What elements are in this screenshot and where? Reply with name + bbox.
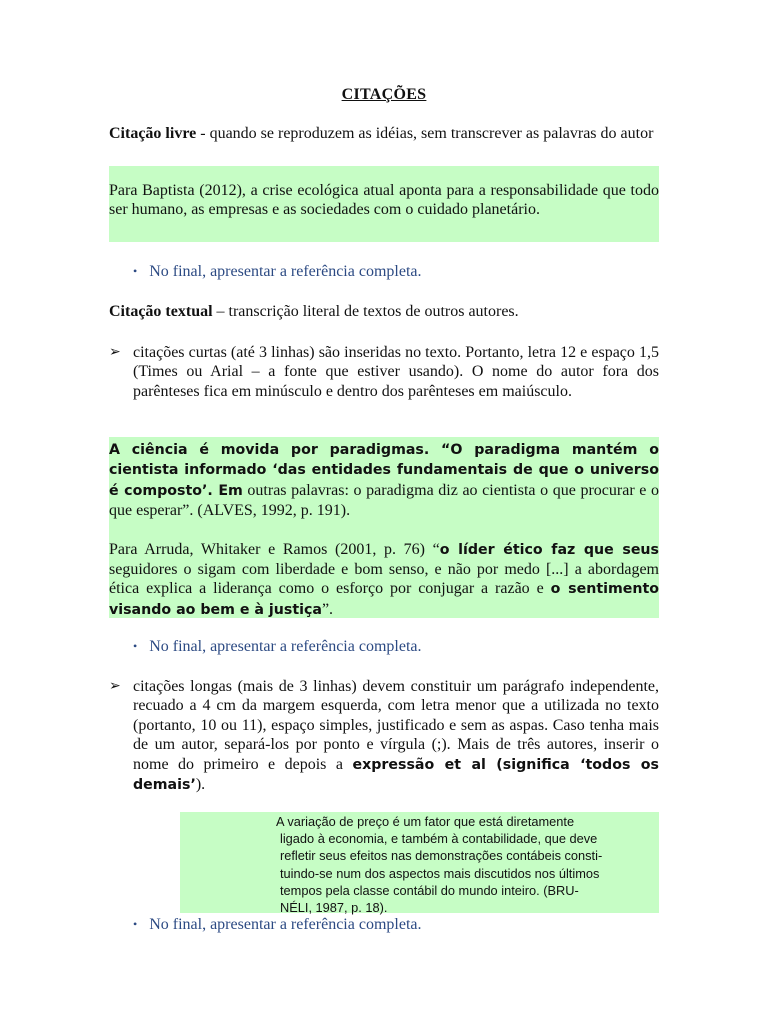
citacao-longa-example [180,812,659,916]
citacao-curta-example-2 [109,540,659,621]
arrow-bullet-icon: ➢ [109,345,121,360]
example-1-quote: A ciência é movida por paradigmas. “O paradigma mantém o cientista informado ‘das entidades fundamentais de que o universo é composto’. Em [109,442,659,499]
example-line: tuindo-se num dos aspectos mais discutidos nos últimos [280,865,600,881]
note-text: No final, apresentar a referência completa. [149,916,422,933]
note-item [133,262,422,281]
example-line: refletir seus efeitos nas demonstrações contábeis consti- [280,848,603,864]
longas-text-bold: expressão et al (significa ‘todos os demais’ [133,756,659,794]
note-text: No final, apresentar a referência completa. [149,263,422,280]
citacao-textual-text: – transcrição literal de textos de outros autores. [212,303,519,320]
citacao-livre-definition [109,124,659,143]
citacao-textual-term: Citação textual [109,303,213,320]
citacoes-longas-text [133,677,659,795]
citacoes-curtas-item [109,343,659,401]
example-1-rest: outras palavras: o paradigma diz ao cientista o que procurar e o que esperar”. (ALVES, 1992, p. 191). [109,481,659,520]
citacao-livre-text: - quando se reproduzem as idéias, sem transcrever as palavras do autor [196,125,654,142]
bullet-icon: • [133,639,138,653]
example-line: tempos pela classe contábil do mundo inteiro. (BRU- [280,882,579,898]
example-2-quote-2: o sentimento visando ao bem e à justiça [109,581,660,618]
example-2-end: ”. [321,600,334,618]
citacao-livre-example: Para Baptista (2012), a crise ecológica atual aponta para a responsabilidade que todo ser humano, as empresas e as sociedades com o cuidado planetário. [109,166,659,242]
longas-text-end: ). [195,776,206,794]
citacao-livre-term: Citação livre [109,125,197,142]
bullet-icon: • [133,917,138,931]
example-line: ligado à economia, e também à contabilidade, que deve [280,831,598,847]
citacoes-longas-item [109,677,659,795]
example-line: NÉLI, 1987, p. 18). [280,900,388,916]
example-2-intro: Para Arruda, Whitaker e Ramos (2001, p. 76) “ [109,540,440,558]
page-title: CITAÇÕES [341,86,427,103]
example-2-mid: seguidores o sigam com liberdade e bom senso, e não por medo [...] a abordagem ética explica a liderança como o esforço por conjugar a razão e [109,561,659,598]
citacoes-curtas-examples [109,437,659,618]
note-text: No final, apresentar a referência completa. [149,638,422,655]
citacoes-curtas-text: citações curtas (até 3 linhas) são inseridas no texto. Portanto, letra 12 e espaço 1,5 (Times ou Arial – a fonte que estiver usando). O nome do autor fora dos parênteses fica em minúsculo e dentro dos parênteses em maiúsculo. [133,344,659,400]
example-line: A variação de preço é um fator que está diretamente [276,814,575,829]
citacao-textual-definition [109,302,659,321]
citacao-curta-example-1 [109,440,659,521]
note-item [133,915,422,934]
example-2-quote-1: o líder ético faz que seus [439,541,659,558]
arrow-bullet-icon: ➢ [109,679,121,694]
note-item [133,637,422,656]
longas-text-main: citações longas (mais de 3 linhas) devem constituir um parágrafo independente, recuado a 4 cm da margem esquerda, com letra menor que a utilizada no texto (portanto, 10 ou 11), espaço simples, justificado e sem as aspas. Caso tenha mais de um autor, separá-los por ponto e vírgula (;). Mais de três autores, inserir o nome do primeiro e depois a [133,678,659,773]
bullet-icon: • [133,264,138,278]
